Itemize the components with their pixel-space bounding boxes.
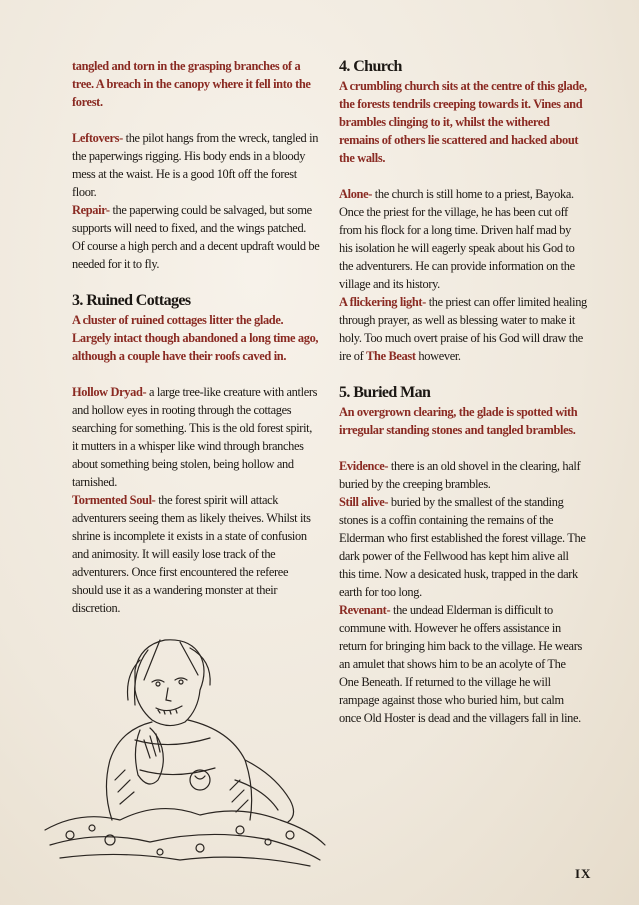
evidence-text: there is an old shovel in the clearing, half buried by the creeping brambles. [339, 459, 581, 491]
repair-text: the paperwing could be salvaged, but some supports will need to fixed, and the wings patched. Of course a high perch and a decent updraft would be needed for it to fly. [72, 203, 320, 271]
alive-keyword: Still alive- [339, 495, 389, 509]
alone-entry [339, 185, 587, 293]
section-5-intro: An overgrown clearing, the glade is spotted with irregular standing stones and tangled brambles. [339, 405, 578, 437]
leftovers-entry [72, 129, 320, 201]
leftovers-keyword: Leftovers- [72, 131, 123, 145]
dryad-keyword: Hollow Dryad- [72, 385, 147, 399]
page-number: IX [575, 866, 592, 881]
soul-keyword: Tormented Soul- [72, 493, 156, 507]
revenant-text: the undead Elderman is difficult to commune with. However he offers assistance in return for bringing him back to the village. He wears an amulet that shows him to be an acolyte of The One Beneath. If returned to the village he will rampage against those who buried him, but calm once Old Hoster is dead and the villagers fall in line. [339, 603, 582, 725]
soul-text: the forest spirit will attack adventurers seeing them as likely theives. Whilst its shrine is incomplete it exists in a state of confusion and animosity. It will easily lose track of the adventurers. Once first encountered the referee should use it as a wandering monster at their discretion. [72, 493, 311, 615]
revenant-entry [339, 601, 587, 727]
alone-text: the church is still home to a priest, Bayoka. Once the priest for the village, he has been cut off from his flock for a long time. Driven half mad by his isolation he will eagerly speak about his God to the adventurers. He can provide information on the village and its history. [339, 187, 575, 291]
section-4-intro: A crumbling church sits at the centre of this glade, the forests tendrils creeping towards it. Vines and brambles clinging to it, whilst the withered remains of others lie scattered and hacked about the walls. [339, 79, 587, 165]
alive-entry [339, 493, 587, 601]
light-text-1: the priest can offer limited healing through prayer, as well as blessing water to make it holy. Too much overt praise of his God will draw the ire of [339, 295, 587, 363]
light-text-2: however. [415, 349, 461, 363]
repair-entry [72, 201, 320, 273]
alive-text: buried by the smallest of the standing stones is a coffin containing the remains of the Elderman who first established the forest village. The dark power of the Fellwood has kept him alive all this time. Now a desicated husk, trapped in the dark earth for too long. [339, 495, 586, 599]
evidence-keyword: Evidence- [339, 459, 389, 473]
dryad-entry [72, 383, 320, 491]
soul-entry [72, 491, 320, 617]
crash-intro-continued: tangled and torn in the grasping branches of a tree. A breach in the canopy where it fell into the forest. [72, 59, 311, 109]
evidence-entry [339, 457, 587, 493]
right-column [339, 57, 587, 727]
section-3-title: 3. Ruined Cottages [72, 292, 191, 309]
revenant-keyword: Revenant- [339, 603, 391, 617]
beast-name: The Beast [366, 349, 416, 363]
repair-keyword: Repair- [72, 203, 110, 217]
light-keyword: A flickering light- [339, 295, 426, 309]
section-4-title: 4. Church [339, 58, 402, 75]
section-3-intro: A cluster of ruined cottages litter the glade. Largely intact though abandoned a long time ago, although a couple have their roofs caved in. [72, 313, 319, 363]
left-column [72, 57, 320, 617]
section-5-title: 5. Buried Man [339, 384, 431, 401]
dryad-text: a large tree-like creature with antlers and hollow eyes in rooting through the cottages searching for something. This is the old forest spirit, it mutters in a whisper like wind through branches about something being stolen, being hollow and tarnished. [72, 385, 318, 489]
light-entry [339, 293, 587, 365]
buried-man-illustration [40, 630, 330, 870]
leftovers-text: the pilot hangs from the wreck, tangled in the paperwings rigging. His body ends in a bloody mess at the waist. He is a good 10ft off the forest floor. [72, 131, 319, 199]
alone-keyword: Alone- [339, 187, 373, 201]
